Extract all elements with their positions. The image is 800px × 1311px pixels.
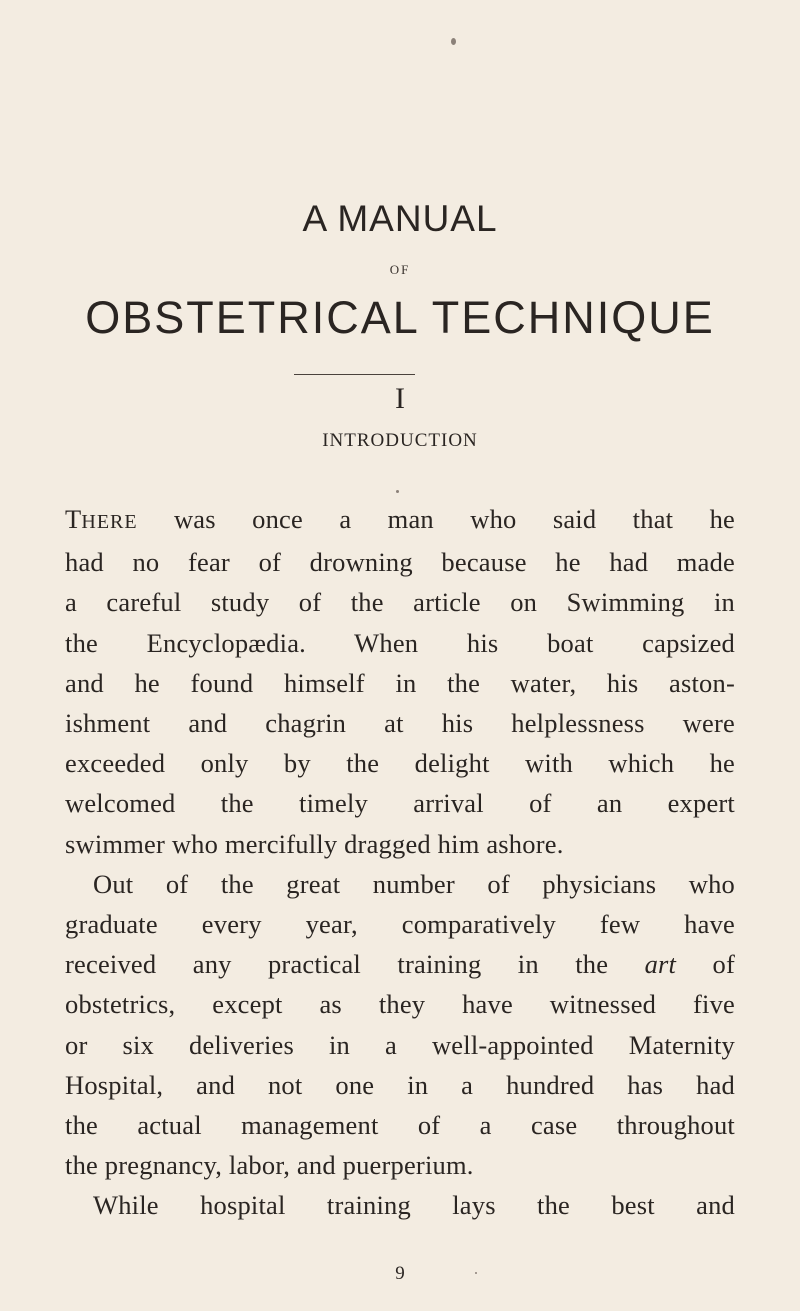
text-line: [65, 944, 735, 984]
text-line: the Encyclopædia. When his boat capsized: [65, 627, 735, 658]
line-text: was once a man who said that he: [137, 504, 735, 534]
page-number: 9: [395, 1263, 405, 1284]
text-line: graduate every year, comparatively few have: [65, 909, 735, 940]
text-line: or six deliveries in a well-appointed Maternity: [65, 1029, 735, 1060]
text-line: obstetrics, except as they have witnessed five: [65, 989, 735, 1020]
ink-speck: [396, 490, 399, 493]
text-line: the actual management of a case throughout: [65, 1110, 735, 1141]
chapter-title: INTRODUCTION: [322, 430, 478, 451]
line-text: of: [676, 949, 735, 980]
body-text: [65, 499, 735, 1226]
text-line: exceeded only by the delight with which he: [65, 748, 735, 779]
text-line: and he found himself in the water, his aston-: [65, 667, 735, 698]
title-connector: OF: [389, 262, 411, 277]
text-line: had no fear of drowning because he had made: [65, 547, 735, 578]
text-line: While hospital training lays the best and: [93, 1190, 735, 1221]
book-title: A MANUAL: [302, 198, 498, 239]
chapter-number: I: [395, 382, 405, 415]
opening-word-cap: T: [65, 504, 82, 534]
opening-word-smallcaps: HERE: [81, 511, 138, 533]
text-line: ishment and chagrin at his helplessness were: [65, 708, 735, 739]
title-divider-rule: [294, 374, 415, 375]
text-line: welcomed the timely arrival of an expert: [65, 788, 735, 819]
ink-speck: [451, 38, 456, 45]
italic-word: art: [644, 949, 677, 980]
book-subtitle: OBSTETRICAL TECHNIQUE: [85, 292, 715, 343]
text-line: a careful study of the article on Swimming in: [65, 587, 735, 618]
text-line: swimmer who mercifully dragged him ashore.: [65, 828, 564, 859]
text-line: Out of the great number of physicians who: [93, 868, 735, 899]
text-line: [65, 499, 735, 542]
text-line: the pregnancy, labor, and puerperium.: [65, 1150, 474, 1181]
text-line: Hospital, and not one in a hundred has had: [65, 1069, 735, 1100]
line-text: received any practical training in the: [65, 949, 645, 980]
